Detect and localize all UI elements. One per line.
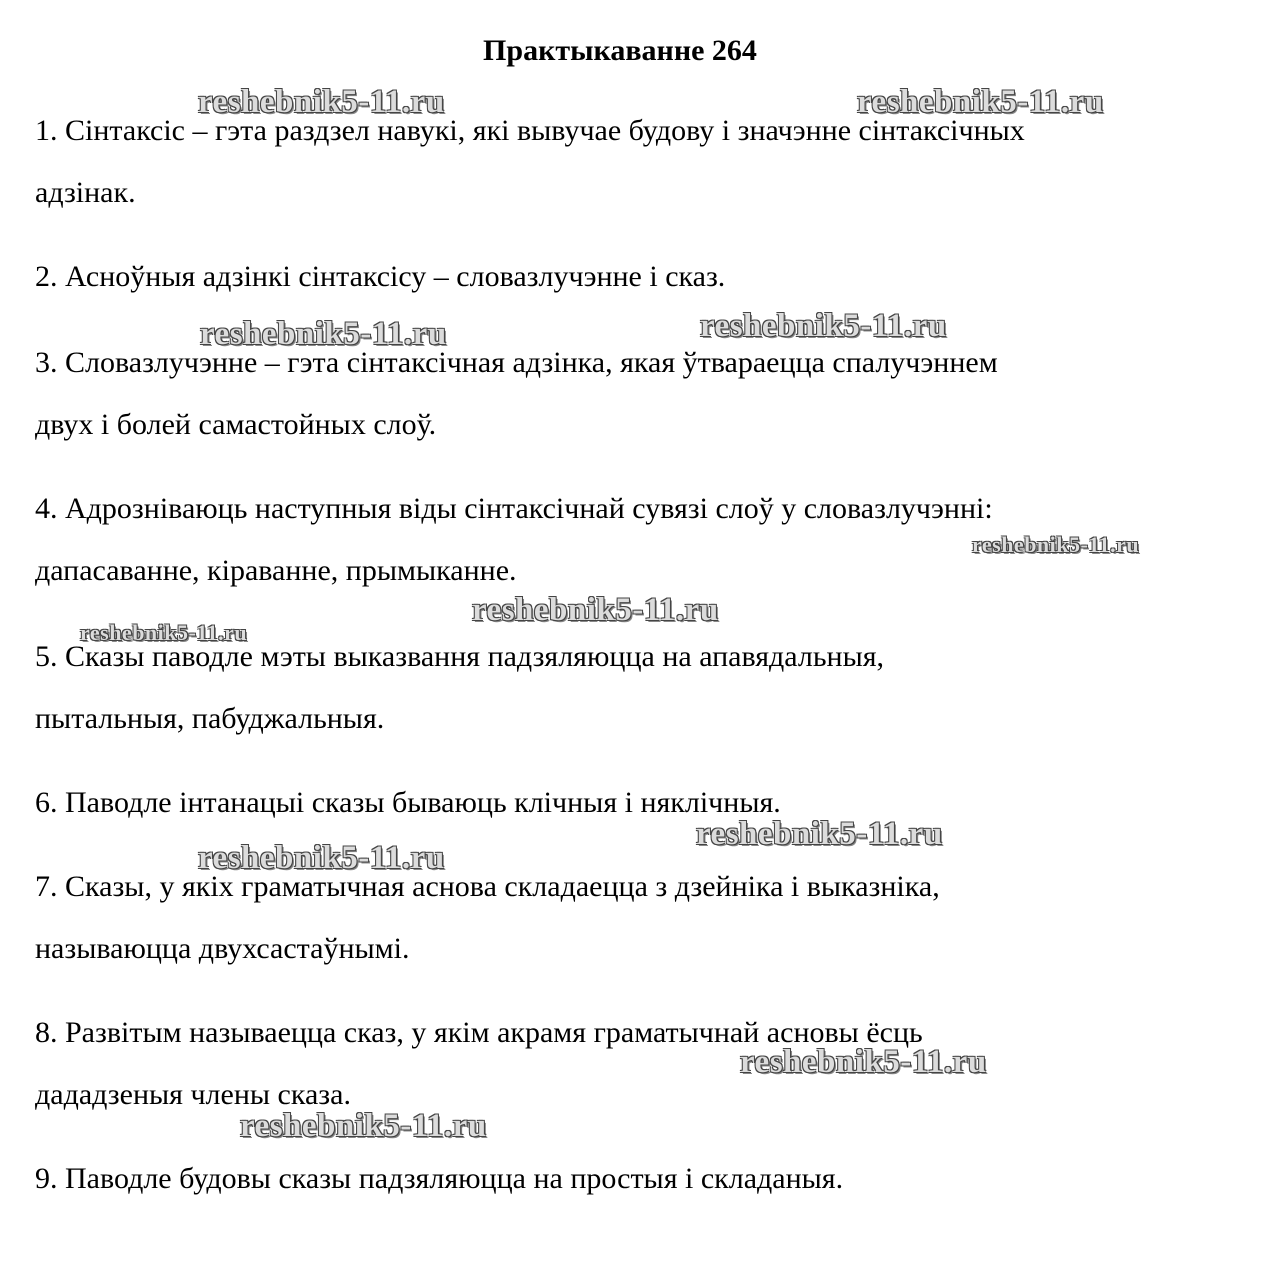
watermark: reshebnik5-11.ru xyxy=(696,816,943,852)
watermark: reshebnik5-11.ru xyxy=(857,84,1104,120)
page-title: Практыкаванне 264 xyxy=(483,34,757,67)
item-2-line-1: 2. Асноўныя адзінкі сінтаксісу – словазлучэнне і сказ. xyxy=(35,260,726,293)
item-7-line-1: 7. Сказы, у якіх граматычная аснова складаецца з дзейніка і выказніка, xyxy=(35,870,940,903)
item-3-line-2: двух і болей самастойных слоў. xyxy=(35,408,437,441)
item-7-line-2: называюцца двухсастаўнымі. xyxy=(35,932,410,965)
item-4-line-1: 4. Адрозніваюць наступныя віды сінтаксічнай сувязі слоў у словазлучэнні: xyxy=(35,492,993,525)
item-3-line-1: 3. Словазлучэнне – гэта сінтаксічная адзінка, якая ўтвараецца спалучэннем xyxy=(35,346,998,379)
item-4-line-2: дапасаванне, кіраванне, прымыканне. xyxy=(35,554,517,587)
item-8-line-1: 8. Развітым называецца сказ, у якім акрамя граматычнай асновы ёсць xyxy=(35,1016,923,1049)
watermark: reshebnik5-11.ru xyxy=(198,84,445,120)
watermark: reshebnik5-11.ru xyxy=(472,592,719,628)
watermark: reshebnik5-11.ru xyxy=(80,620,248,645)
item-1-line-1: 1. Сінтаксіс – гэта раздзел навукі, які вывучае будову і значэнне сінтаксічных xyxy=(35,114,1025,147)
item-8-line-2: дададзеныя члены сказа. xyxy=(35,1078,351,1111)
watermark: reshebnik5-11.ru xyxy=(700,308,947,344)
watermark: reshebnik5-11.ru xyxy=(198,840,445,876)
watermark: reshebnik5-11.ru xyxy=(740,1044,987,1080)
watermark: reshebnik5-11.ru xyxy=(972,532,1140,557)
item-6-line-1: 6. Паводле інтанацыі сказы бываюць клічныя і няклічныя. xyxy=(35,786,781,819)
item-9-line-1: 9. Паводле будовы сказы падзяляюцца на простыя і складаныя. xyxy=(35,1162,844,1195)
item-1-line-2: адзінак. xyxy=(35,176,136,209)
watermark: reshebnik5-11.ru xyxy=(200,316,447,352)
item-5-line-2: пытальныя, пабуджальныя. xyxy=(35,702,385,735)
item-5-line-1: 5. Сказы паводле мэты выказвання падзяляюцца на апавядальныя, xyxy=(35,640,885,673)
watermark: reshebnik5-11.ru xyxy=(240,1108,487,1144)
